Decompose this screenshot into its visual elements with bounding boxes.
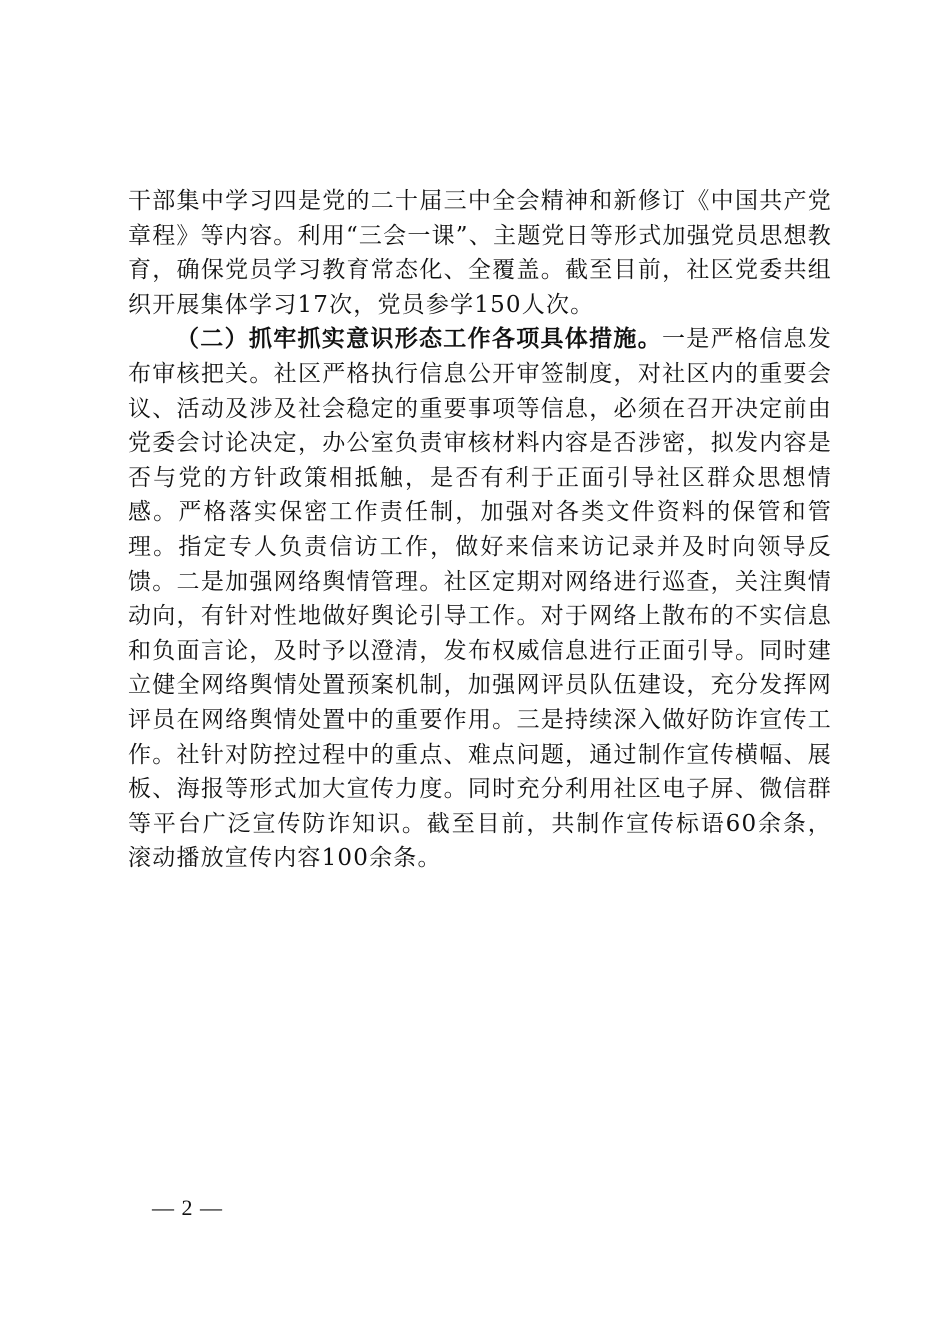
paragraph-1	[128, 184, 832, 322]
document-body	[128, 184, 832, 876]
paragraph-2	[128, 322, 832, 876]
page-number: — 2 —	[152, 1195, 223, 1220]
section-heading: （二）抓牢抓实意识形态工作各项具体措施。	[176, 325, 662, 353]
paragraph-2-text: 一是严格信息发布审核把关。社区严格执行信息公开审签制度，对社区内的重要会议、活动及涉及社会稳定的重要事项等信息，必须在召开决定前由党委会讨论决定，办公室负责审核材料内容是否涉密，拟发内容是否与党的方针政策相抵触，是否有利于正面引导社区群众思想情感。严格落实保密工作责任制，加强对各类文件资料的保管和管理。指定专人负责信访工作，做好来信来访记录并及时向领导反馈。二是加强网络舆情管理。社区定期对网络进行巡查，关注舆情动向，有针对性地做好舆论引导工作。对于网络上散布的不实信息和负面言论，及时予以澄清，发布权威信息进行正面引导。同时建立健全网络舆情处置预案机制，加强网评员队伍建设，充分发挥网评员在网络舆情处置中的重要作用。三是持续深入做好防诈宣传工作。社针对防控过程中的重点、难点问题，通过制作宣传横幅、展板、海报等形式加大宣传力度。同时充分利用社区电子屏、微信群等平台广泛宣传防诈知识。截至目前，共制作宣传标语60余条，滚动播放宣传内容100余条。	[128, 326, 832, 872]
paragraph-1-text: 干部集中学习四是党的二十届三中全会精神和新修订《中国共产党章程》等内容。利用“三会一课”、主题党日等形式加强党员思想教育，确保党员学习教育常态化、全覆盖。截至目前，社区党委共组织开展集体学习17次，党员参学150人次。	[128, 188, 832, 318]
